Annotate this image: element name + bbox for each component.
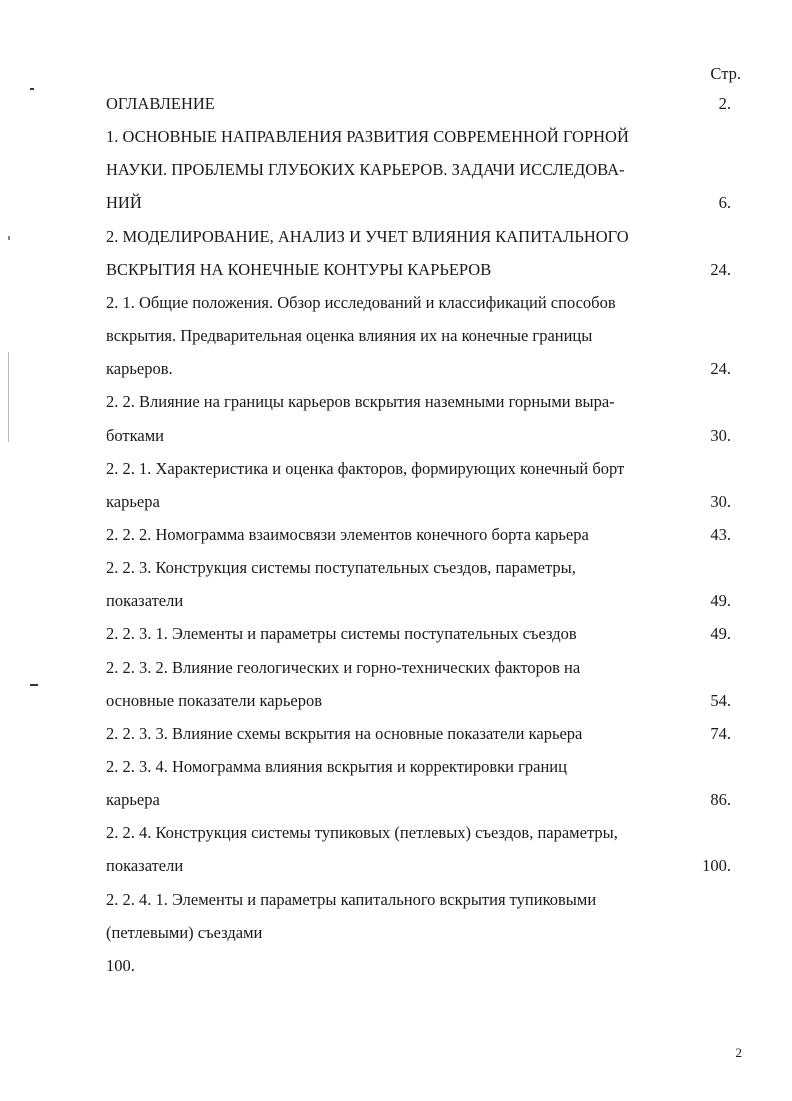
- toc-page-number: 2.: [718, 94, 731, 113]
- toc-entry-line: карьера: [106, 491, 160, 511]
- toc-page-number: 24.: [710, 259, 731, 279]
- page-number: 2: [735, 1045, 742, 1060]
- toc-entry-line: карьера: [106, 790, 160, 810]
- toc-entry-line: 2. 2. 3. 4. Номограмма влияния вскрытия и корректировки границ: [106, 757, 567, 776]
- toc-entry-line: вскрытия. Предварительная оценка влияния их на конечные границы: [106, 326, 593, 346]
- scan-mark: [8, 352, 9, 442]
- toc-entry-line: ботками: [106, 425, 164, 445]
- toc-entry-line: основные показатели карьеров: [106, 690, 323, 710]
- scan-mark: [30, 684, 38, 686]
- toc-page-number: 49.: [710, 591, 731, 611]
- toc-entry-line: 2. 2. 3. 1. Элементы и параметры системы поступательных съездов: [106, 624, 577, 644]
- toc-page-number: 30.: [710, 491, 731, 511]
- toc-entry-line: 2. 2. 2. Номограмма взаимосвязи элементов конечного борта карьера: [106, 524, 589, 544]
- toc-page-number: 43.: [710, 524, 731, 544]
- toc-entry-line: показатели: [106, 591, 184, 611]
- toc-entry-line: НИЙ: [106, 193, 142, 213]
- toc-page-number: 100.: [702, 856, 731, 876]
- toc-entry-line: 2. 2. Влияние на границы карьеров вскрытия наземными горными выра-: [106, 392, 615, 412]
- toc-entry-line: 2. 2. 3. 2. Влияние геологических и горно-технических факторов на: [106, 657, 581, 677]
- toc-entry-line: 2. 2. 3. Конструкция системы поступательных съездов, параметры,: [106, 558, 576, 578]
- toc-entry-line: 2. 2. 4. 1. Элементы и параметры капитального вскрытия тупиковыми: [106, 889, 597, 909]
- toc-entry-line: 2. МОДЕЛИРОВАНИЕ, АНАЛИЗ И УЧЕТ ВЛИЯНИЯ КАПИТАЛЬНОГО: [106, 226, 629, 246]
- toc-page-number: 86.: [710, 790, 731, 810]
- toc-page-number: 54.: [710, 690, 731, 710]
- toc-entry-line: НАУКИ. ПРОБЛЕМЫ ГЛУБОКИХ КАРЬЕРОВ. ЗАДАЧИ ИССЛЕДОВА-: [106, 160, 625, 180]
- toc-entry-line: ВСКРЫТИЯ НА КОНЕЧНЫЕ КОНТУРЫ КАРЬЕРОВ: [106, 259, 492, 279]
- scan-mark: [8, 236, 10, 240]
- scan-mark: [30, 88, 34, 90]
- toc-entry-line: показатели: [106, 856, 184, 876]
- toc-entry-line: 100.: [106, 955, 135, 975]
- toc-entry-line: карьеров.: [106, 359, 173, 379]
- toc-entry-line: 1. ОСНОВНЫЕ НАПРАВЛЕНИЯ РАЗВИТИЯ СОВРЕМЕННОЙ ГОРНОЙ: [106, 127, 629, 147]
- toc-entry-line: 2. 2. 4. Конструкция системы тупиковых (петлевых) съездов, параметры,: [106, 823, 618, 843]
- toc-entry-line: (петлевыми) съездами: [106, 922, 263, 942]
- toc-page-number: 74.: [710, 723, 731, 743]
- toc-entry-line: ОГЛАВЛЕНИЕ: [106, 94, 215, 113]
- toc-page-number: 30.: [710, 425, 731, 445]
- toc-entry-line: 2. 2. 1. Характеристика и оценка факторов, формирующих конечный борт: [106, 458, 625, 478]
- toc-page-number: 24.: [710, 359, 731, 379]
- toc-entry-line: 2. 2. 3. 3. Влияние схемы вскрытия на основные показатели карьера: [106, 723, 583, 743]
- toc-page-number: 49.: [710, 624, 731, 644]
- page-column-label: Стр.: [710, 64, 741, 83]
- toc-page-number: 6.: [718, 193, 731, 213]
- toc-entry-line: 2. 1. Общие положения. Обзор исследований и классификаций способов: [106, 292, 616, 312]
